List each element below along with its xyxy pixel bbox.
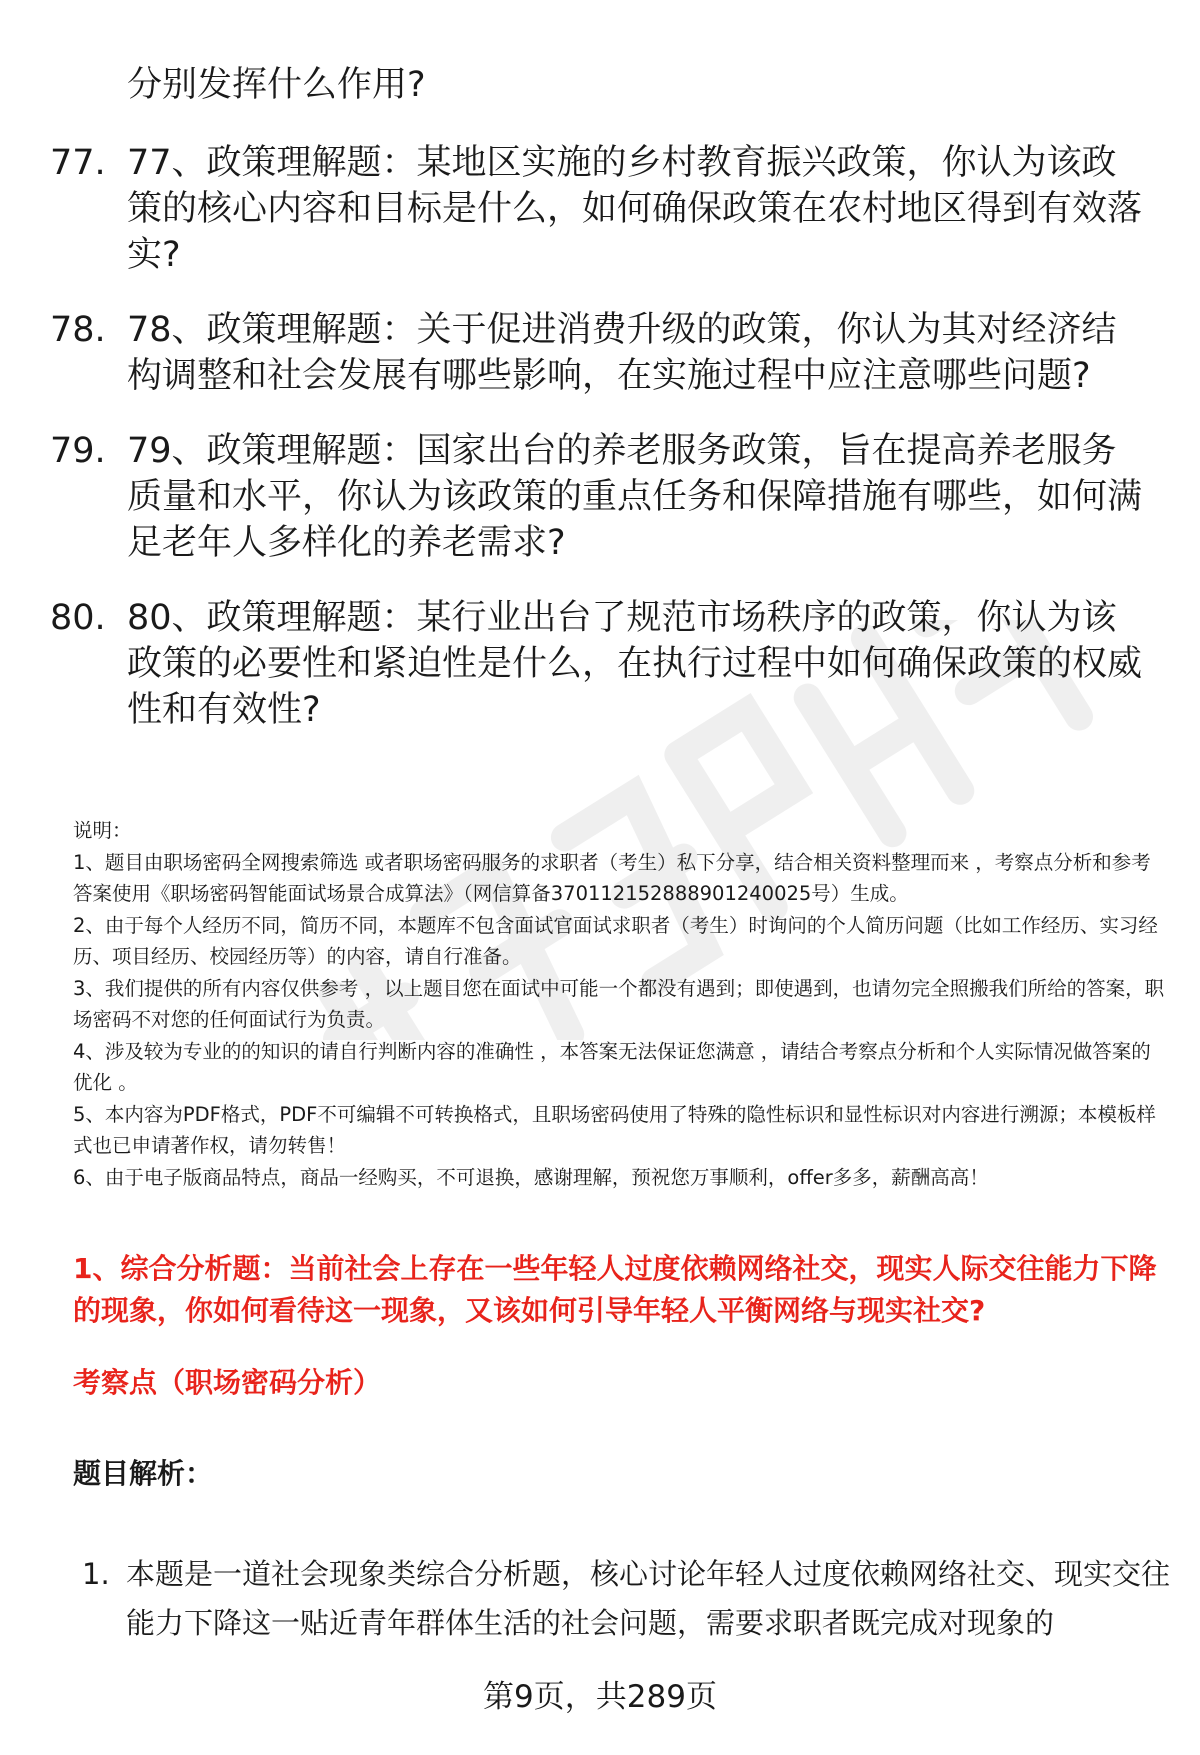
disclaimer-notes [73,815,1168,1193]
note-item: 5、本内容为PDF格式，PDF不可编辑不可转换格式，且职场密码使用了特殊的隐性标识和显性标识对内容进行溯源；本模板样式也已申请著作权，请勿转售！ [73,1102,1156,1157]
list-item-number: 77. [50,143,106,183]
list-item-text: 80、政策理解题：某行业出台了规范市场秩序的政策，你认为该政策的必要性和紧迫性是什么，在执行过程中如何确保政策的权威性和有效性? [127,598,1143,730]
analysis-item-number: 1. [82,1557,110,1591]
list-item [50,307,1150,399]
main-question-title: 1、综合分析题：当前社会上存在一些年轻人过度依赖网络社交，现实人际交往能力下降的现象，你如何看待这一现象，又该如何引导年轻人平衡网络与现实社交? [73,1252,1157,1327]
notes-heading: 说明： [73,819,132,842]
list-item-text: 79、政策理解题：国家出台的养老服务政策，旨在提高养老服务质量和水平，你认为该政策的重点任务和保障措施有哪些，如何满足老年人多样化的养老需求? [127,431,1143,563]
note-item: 4、涉及较为专业的的知识的请自行判断内容的准确性 ，本答案无法保证您满意 ，请结合考察点分析和个人实际情况做答案的优化 。 [73,1039,1151,1094]
list-item-text: 78、政策理解题：关于促进消费升级的政策，你认为其对经济结构调整和社会发展有哪些影响，在实施过程中应注意哪些问题? [127,310,1117,396]
list-item [50,140,1150,278]
note-item: 6、由于电子版商品特点，商品一经购买，不可退换，感谢理解，预祝您万事顺利，offer多多，薪酬高高！ [73,1165,989,1189]
question-list [50,140,1150,762]
list-item [50,428,1150,566]
note-item: 3、我们提供的所有内容仅供参考 ，以上题目您在面试中可能一个都没有遇到；即使遇到，也请勿完全照搬我们所给的答案，职场密码不对您的任何面试行为负责。 [73,976,1165,1031]
note-item: 1、题目由职场密码全网搜索筛选 或者职场密码服务的求职者（考生）私下分享，结合相关资料整理而来 ，考察点分析和参考答案使用《职场密码智能面试场景合成算法》（网信算备370112152888901240025号）生成。 [73,850,1151,905]
analysis-item-text: 本题是一道社会现象类综合分析题，核心讨论年轻人过度依赖网络社交、现实交往能力下降这一贴近青年群体生活的社会问题，需要求职者既完成对现象的 [126,1557,1171,1640]
list-item [50,595,1150,733]
analysis-heading: 题目解析： [73,1457,214,1490]
list-item-number: 78. [50,310,106,350]
list-item-number: 80. [50,598,106,638]
question-continuation: 分别发挥什么作用? [127,65,426,105]
exam-point-heading: 考察点（职场密码分析） [73,1366,382,1399]
list-item-number: 79. [50,431,106,471]
list-item-text: 77、政策理解题：某地区实施的乡村教育振兴政策，你认为该政策的核心内容和目标是什么，如何确保政策在农村地区得到有效落实? [127,143,1143,275]
analysis-item [82,1550,1172,1648]
note-item: 2、由于每个人经历不同，简历不同，本题库不包含面试官面试求职者（考生）时询问的个人简历问题（比如工作经历、实习经历、项目经历、校园经历等）的内容，请自行准备。 [73,913,1158,968]
page-number-footer: 第9页，共289页 [483,1679,717,1715]
